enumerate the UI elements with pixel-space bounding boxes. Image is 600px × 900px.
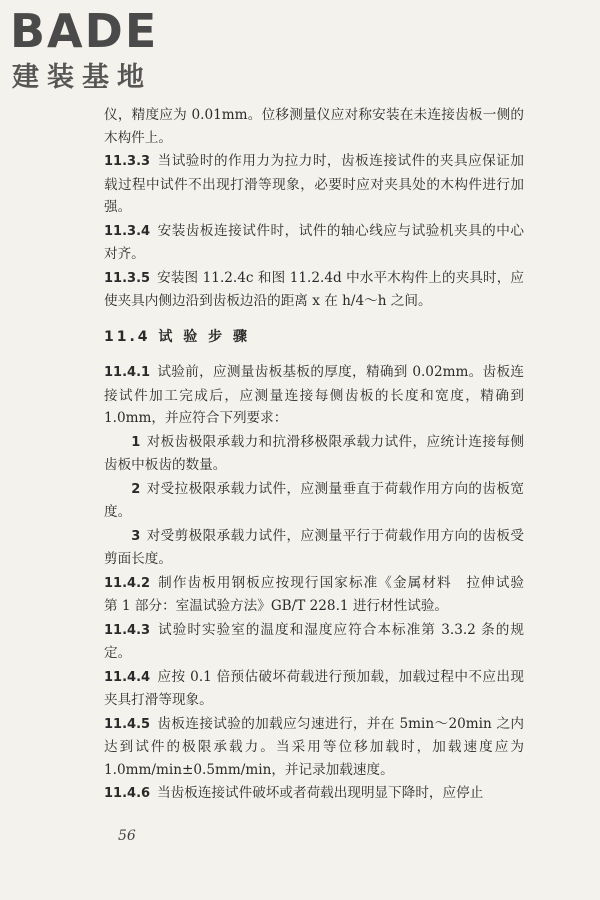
clause-text: 当试验时的作用力为拉力时，齿板连接试件的夹具应保证加载过程中试件不出现打滑等现象，必要时应对夹具处的木构件进行加强。 <box>104 153 524 215</box>
clause-11-3-5 <box>104 267 524 313</box>
list-item-1 <box>104 431 524 477</box>
clause-11-4-6 <box>104 782 524 806</box>
page-number: 56 <box>118 828 136 844</box>
item-number: 1 <box>131 434 141 450</box>
clause-11-3-3 <box>104 150 524 219</box>
clause-11-3-4 <box>104 220 524 266</box>
item-text: 对板齿极限承载力和抗滑移极限承载力试件，应统计连接每侧齿板中板齿的数量。 <box>104 433 524 473</box>
clause-number: 11.4.1 <box>104 365 151 380</box>
clause-text: 安装齿板连接试件时，试件的轴心线应与试验机夹具的中心对齐。 <box>104 222 524 262</box>
logo-subtitle: 建装基地 <box>12 62 152 93</box>
clause-number: 11.4.4 <box>104 669 151 685</box>
bade-logo <box>10 6 180 98</box>
clause-number: 11.3.5 <box>104 270 151 286</box>
clause-number: 11.4.3 <box>104 622 151 638</box>
document-body <box>104 104 538 806</box>
paragraph-continuation: 仪，精度应为 0.01mm。位移测量仪应对称安装在未连接齿板一侧的木构件上。 <box>104 107 524 146</box>
clause-11-4-1 <box>104 361 524 430</box>
item-text: 对受拉极限承载力试件，应测量垂直于荷载作用方向的齿板宽度。 <box>104 480 524 520</box>
clause-text: 当齿板连接试件破坏或者荷载出现明显下降时，应停止 <box>157 785 484 801</box>
clause-number: 11.4.6 <box>104 786 151 801</box>
clause-text: 试验前，应测量齿板基板的厚度，精确到 0.02mm。齿板连接试件加工完成后，应测量连接每侧齿板的长度和宽度，精确到 1.0mm，并应符合下列要求： <box>104 364 524 426</box>
list-item-2 <box>104 478 524 524</box>
clause-text: 安装图 11.2.4c 和图 11.2.4d 中水平木构件上的夹具时，应使夹具内侧边沿到齿板边沿的距离 x 在 h/4～h 之间。 <box>104 269 524 309</box>
clause-text: 制作齿板用钢板应按现行国家标准《金属材料 拉伸试验 第 1 部分：室温试验方法》GB/T 228.1 进行材性试验。 <box>104 574 538 614</box>
clause-11-4-3 <box>104 619 524 665</box>
clause-11-4-5 <box>104 713 524 782</box>
clause-text: 齿板连接试验的加载应匀速进行，并在 5min～20min 之内达到试件的极限承载力。当采用等位移加载时，加载速度应为 1.0mm/min±0.5mm/min，并记录加载速度。 <box>104 715 524 778</box>
list-item-3 <box>104 525 524 571</box>
item-text: 对受剪极限承载力试件，应测量平行于荷载作用方向的齿板受剪面长度。 <box>104 527 524 567</box>
clause-number: 11.3.3 <box>104 154 151 169</box>
logo-wordmark: BADE <box>10 4 159 58</box>
clause-number: 11.3.4 <box>104 223 151 239</box>
clause-number: 11.4.5 <box>104 716 151 732</box>
clause-11-4-4 <box>104 666 524 712</box>
clause-number: 11.4.2 <box>104 575 151 591</box>
clause-text: 试验时实验室的温度和湿度应符合本标准第 3.3.2 条的规定。 <box>104 621 524 661</box>
item-number: 3 <box>131 528 141 544</box>
clause-text: 应按 0.1 倍预估破坏荷载进行预加载，加载过程中不应出现夹具打滑等现象。 <box>104 668 524 708</box>
clause-11-4-2 <box>104 572 538 618</box>
item-number: 2 <box>131 481 141 497</box>
section-title: 11.4 试 验 步 骤 <box>104 328 251 345</box>
